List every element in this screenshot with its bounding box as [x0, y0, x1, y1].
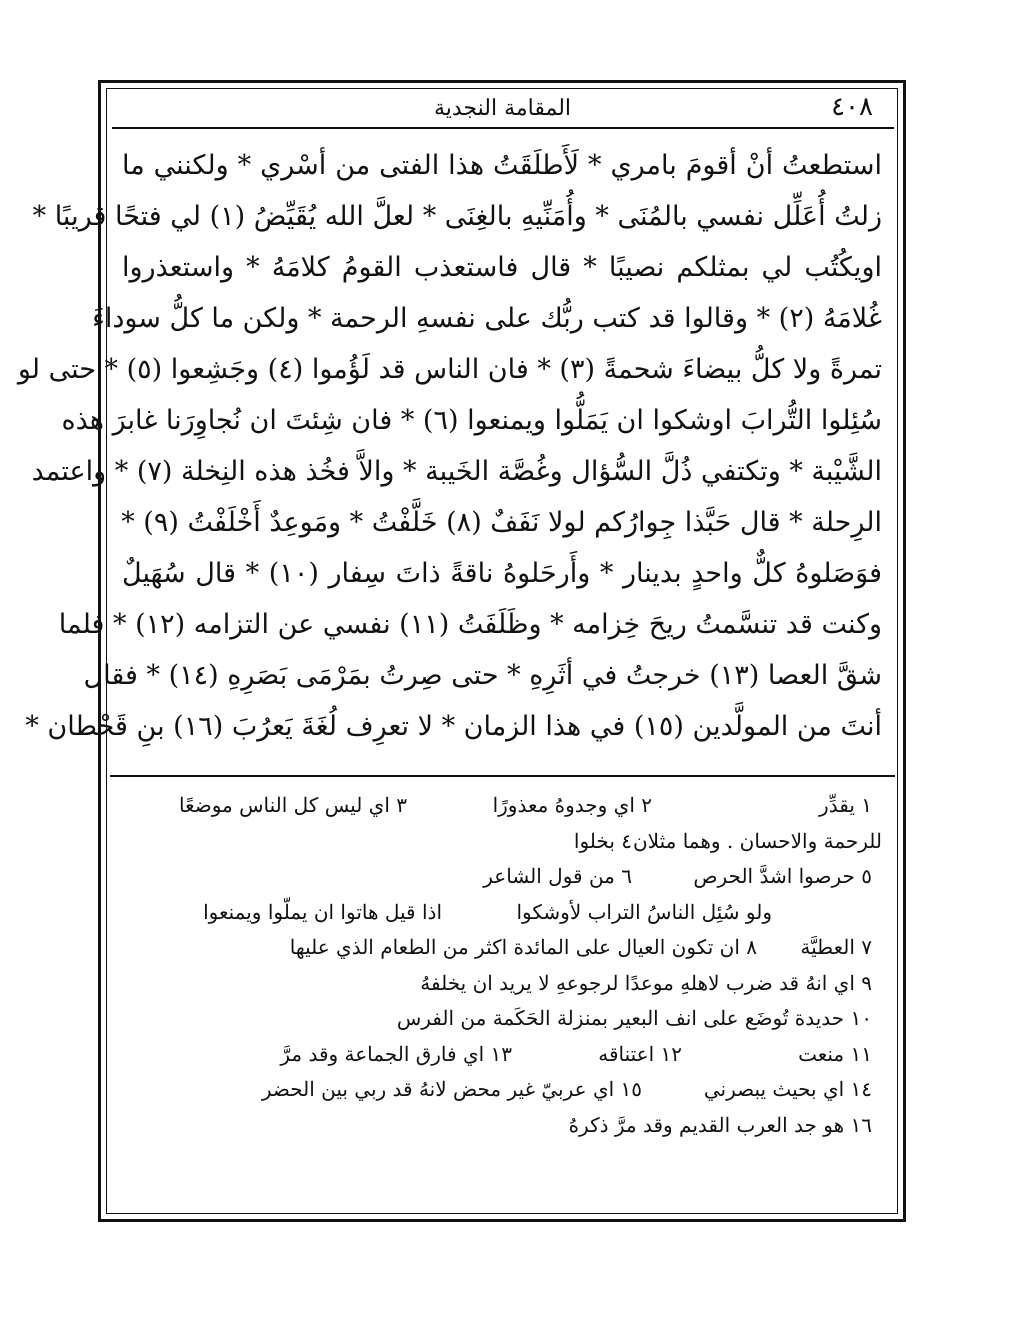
footnotes: [120, 788, 882, 1143]
footnote: ١٦ هو جد العرب القديم وقد مرَّ ذكرهُ: [568, 1112, 872, 1137]
text-line: زلتُ أُعَلِّل نفسي بالمُنَى * وأُمَنِّيهِ بالغِنَى * لعلَّ الله يُقَيِّضُ (١) لي فتحًا قريبًا *: [32, 201, 882, 232]
text-line: استطعتُ أنْ أقومَ بامري * لَأَطلَقَتُ هذا الفتى من أسْري * ولكنني ما: [122, 150, 882, 181]
footnote: ٩ اي انهُ قد ضرب لاهلهِ موعدًا لرجوعهِ لا يريد ان يخلفهُ: [420, 970, 872, 995]
footnote: للرحمة والاحسان . وهما مثلان: [632, 828, 882, 853]
footnote: ١٤ اي بحيث يبصرني: [703, 1077, 872, 1101]
footnote-line: [120, 1108, 882, 1144]
text-line: اويكُتُب لي بمثلكم نصيبًا * قال فاستعذب القومُ كلامَهُ * واستعذروا: [122, 252, 882, 283]
text-line: تمرةً ولا كلُّ بيضاءَ شحمةً (٣) * فان الناس قد لَؤُموا (٤) وجَشِعوا (٥) * حتى لو: [17, 354, 882, 385]
footnote: ٧ العطيَّة: [800, 935, 872, 959]
verse-hemistich: اذا قيل هاتوا ان يملّوا ويمنعوا: [203, 899, 442, 924]
footnote-line: [120, 930, 882, 966]
text-line: فوَصَلوهُ كلٌّ واحدٍ بدينار * وأَرحَلوهُ ناقةً ذاتَ سِفار (١٠) * قال سُهَيلٌ: [122, 558, 882, 589]
footnote: ٦ من قول الشاعر: [483, 864, 632, 888]
text-line: غُلامَهُ (٢) * وقالوا قد كتب ربُّك على نفسهِ الرحمة * ولكن ما كلُّ سوداءَ: [92, 303, 882, 334]
footnote-line: [120, 824, 882, 860]
footnote: ١ يقدِّر: [819, 793, 872, 817]
footnote: ١٠ حديدة تُوضَع على انف البعير بمنزلة الحَكَمة من الفرس: [396, 1006, 872, 1030]
footnote-line: [120, 966, 882, 1002]
text-line: وكنت قد تنسَّمتُ ريحَ خِزامه * وظَلَفَتُ (١١) نفسي عن التزامه (١٢) * فلما: [58, 609, 882, 640]
text-line: الرِحلة * قال حَبَّذا جِوارُكم لولا نَفَفٌ (٨) خَلَّفْتُ * ومَوعِدٌ أَخْلَفْتُ (٩) *: [121, 507, 882, 538]
footnote-line: [120, 859, 882, 895]
text-line: أنتَ من المولَّدين (١٥) في هذا الزمان * لا تعرِف لُغَةَ يَعرُبَ (١٦) بنِ قَحْطان *: [25, 711, 882, 742]
footnote-line: [120, 895, 882, 931]
footnote: ١٥ اي عربيّ غير محض لانهُ قد ربي بين الحضر: [261, 1077, 642, 1101]
text-line: الشَّيْبة * وتكتفي ذُلَّ السُّؤال وغُصَّة الخَيبة * والاَّ فخُذ هذه النِخلة (٧) * واعتمد: [31, 456, 882, 487]
footnote: ١٢ اعتناقه: [598, 1041, 682, 1066]
footnote: ٣ اي ليس كل الناس موضعًا: [178, 793, 407, 817]
text-line: شقَّ العصا (١٣) خرجتُ في أثَرِهِ * حتى صِرتُ بمَرْمَى بَصَرِهِ (١٤) * فقال: [83, 660, 882, 691]
verse-hemistich: ولو سُئِل الناسُ التراب لأوشكوا: [516, 899, 772, 924]
footnote: ١١ منعت: [798, 1041, 872, 1066]
footnote-rule: [110, 775, 895, 777]
footnote: ١٣ اي فارق الجماعة وقد مرَّ: [280, 1041, 512, 1066]
footnote-line: [120, 1001, 882, 1037]
running-title: المقامة النجدية: [433, 96, 572, 121]
main-text: [17, 140, 882, 752]
footnote-line: [120, 1037, 882, 1073]
footnote-line: [120, 788, 882, 824]
page-header: [120, 92, 885, 124]
text-line: سُئِلوا التُّرابَ اوشكوا ان يَمَلُّوا ويمنعوا (٦) * فان شِئتَ ان نُجاوِرَنا غابرَ هذه: [61, 405, 882, 436]
footnote: ٤ بخلوا: [573, 828, 632, 853]
footnote: ٢ اي وجدوهُ معذورًا: [492, 793, 652, 817]
header-rule: [112, 127, 894, 129]
footnote: ٨ ان تكون العيال على المائدة اكثر من الطعام الذي عليها: [289, 935, 757, 959]
footnote-line: [120, 1072, 882, 1108]
page-number: ٤٠٨: [831, 92, 873, 122]
footnote: ٥ حرصوا اشدَّ الحرص: [693, 864, 872, 888]
